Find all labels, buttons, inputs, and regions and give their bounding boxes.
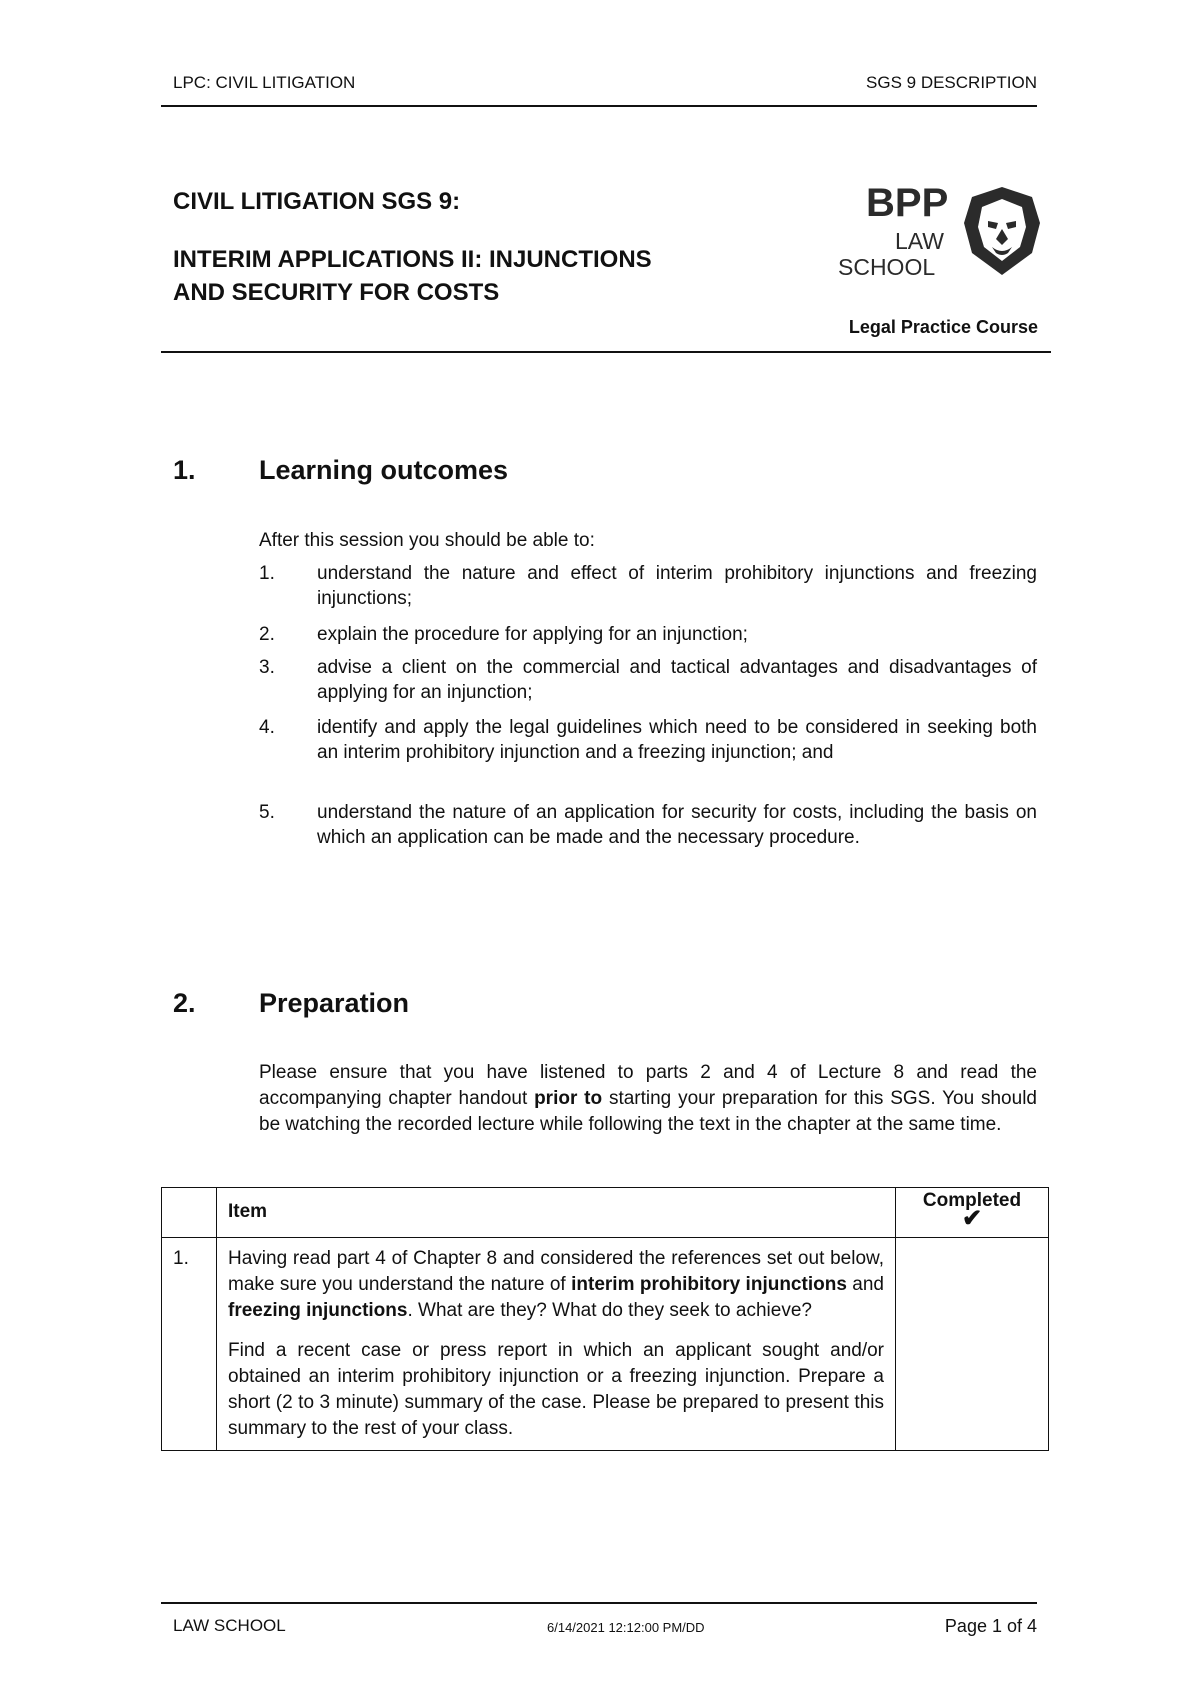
bpp-law-school-logo [838, 183, 1038, 283]
header-right: SGS 9 DESCRIPTION [866, 73, 1037, 92]
section-2-title: Preparation [259, 988, 410, 1018]
row-bold: freezing injunctions [228, 1300, 408, 1321]
row-paragraph-2: Find a recent case or press report in which an applicant sought and/or obtained an interim prohibitory injunction or a freezing injunction. Prepare a short (2 to 3 minute) summary of the case. Please be prepared to present this summary to the rest of your class. [228, 1340, 884, 1439]
outcome-text: identify and apply the legal guidelines which need to be considered in seeking both an interim prohibitory injunction and a freezing injunction; and [317, 717, 1037, 763]
title-line-2: INTERIM APPLICATIONS II: INJUNCTIONS [173, 246, 652, 273]
preparation-paragraph [259, 1060, 1037, 1138]
footer-left: LAW SCHOOL [173, 1616, 286, 1635]
learning-intro: After this session you should be able to: [259, 530, 595, 551]
title-line-1: CIVIL LITIGATION SGS 9: [173, 188, 461, 215]
para-text: Please ensure that you have listened to parts 2 and 4 of Lecture 8 and read the accompanying chapter handout [259, 1062, 1037, 1109]
outcome-text: understand the nature of an application for security for costs, including the basis on which an application can be made and the necessary procedure. [317, 802, 1037, 848]
outcome-number: 3. [259, 657, 275, 678]
row-text: Having read part 4 of Chapter 8 and considered the references set out below, make sure you understand the nature of [228, 1248, 884, 1295]
outcome-number: 1. [259, 563, 275, 584]
table-row [162, 1238, 1049, 1451]
header-completed-cell [896, 1188, 1049, 1238]
preparation-table [161, 1187, 1049, 1451]
header-left: LPC: CIVIL LITIGATION [173, 73, 356, 92]
outcome-text: advise a client on the commercial and tactical advantages and disadvantages of applying for an injunction; [317, 657, 1037, 703]
outcome-text: explain the procedure for applying for an injunction; [317, 624, 748, 645]
section-1-number: 1. [173, 455, 196, 485]
row-completed-cell [896, 1238, 1049, 1451]
outcome-number: 4. [259, 717, 275, 738]
outcome-number: 5. [259, 802, 275, 823]
outcome-text: understand the nature and effect of interim prohibitory injunctions and freezing injunctions; [317, 563, 1037, 609]
row-paragraph-1 [228, 1246, 884, 1324]
lion-head-icon [960, 183, 1044, 279]
row-text: and [846, 1274, 884, 1295]
course-name: Legal Practice Course [848, 317, 1038, 337]
header-completed: Completed [922, 1190, 1022, 1211]
header-item: Item [217, 1188, 896, 1238]
row-text: . What are they? What do they seek to achieve? [407, 1300, 812, 1321]
footer-page: Page 1 of 4 [944, 1616, 1037, 1636]
header-rule [161, 105, 1037, 107]
row-bold: interim prohibitory injunctions [571, 1274, 847, 1295]
section-2-number: 2. [173, 988, 196, 1018]
logo-line-1: LAW [895, 228, 944, 254]
footer-rule [161, 1602, 1037, 1604]
outcome-number: 2. [259, 624, 275, 645]
title-rule [161, 351, 1051, 353]
row-item-cell [217, 1238, 896, 1451]
logo-brand: BPP [866, 181, 949, 225]
tick-icon: ✔ [961, 1205, 983, 1232]
header-number-cell [162, 1188, 217, 1238]
logo-line-2: SCHOOL [838, 254, 936, 280]
footer-date: 6/14/2021 12:12:00 PM/DD [547, 1620, 705, 1635]
title-line-3: AND SECURITY FOR COSTS [173, 279, 500, 306]
row-number: 1. [162, 1238, 217, 1451]
para-text: starting your preparation for this SGS. You should be watching the recorded lecture while following the text in the chapter at the same time. [259, 1088, 1037, 1135]
para-bold: prior to [534, 1088, 603, 1109]
section-1-title: Learning outcomes [259, 455, 509, 485]
table-header-row [162, 1188, 1049, 1238]
